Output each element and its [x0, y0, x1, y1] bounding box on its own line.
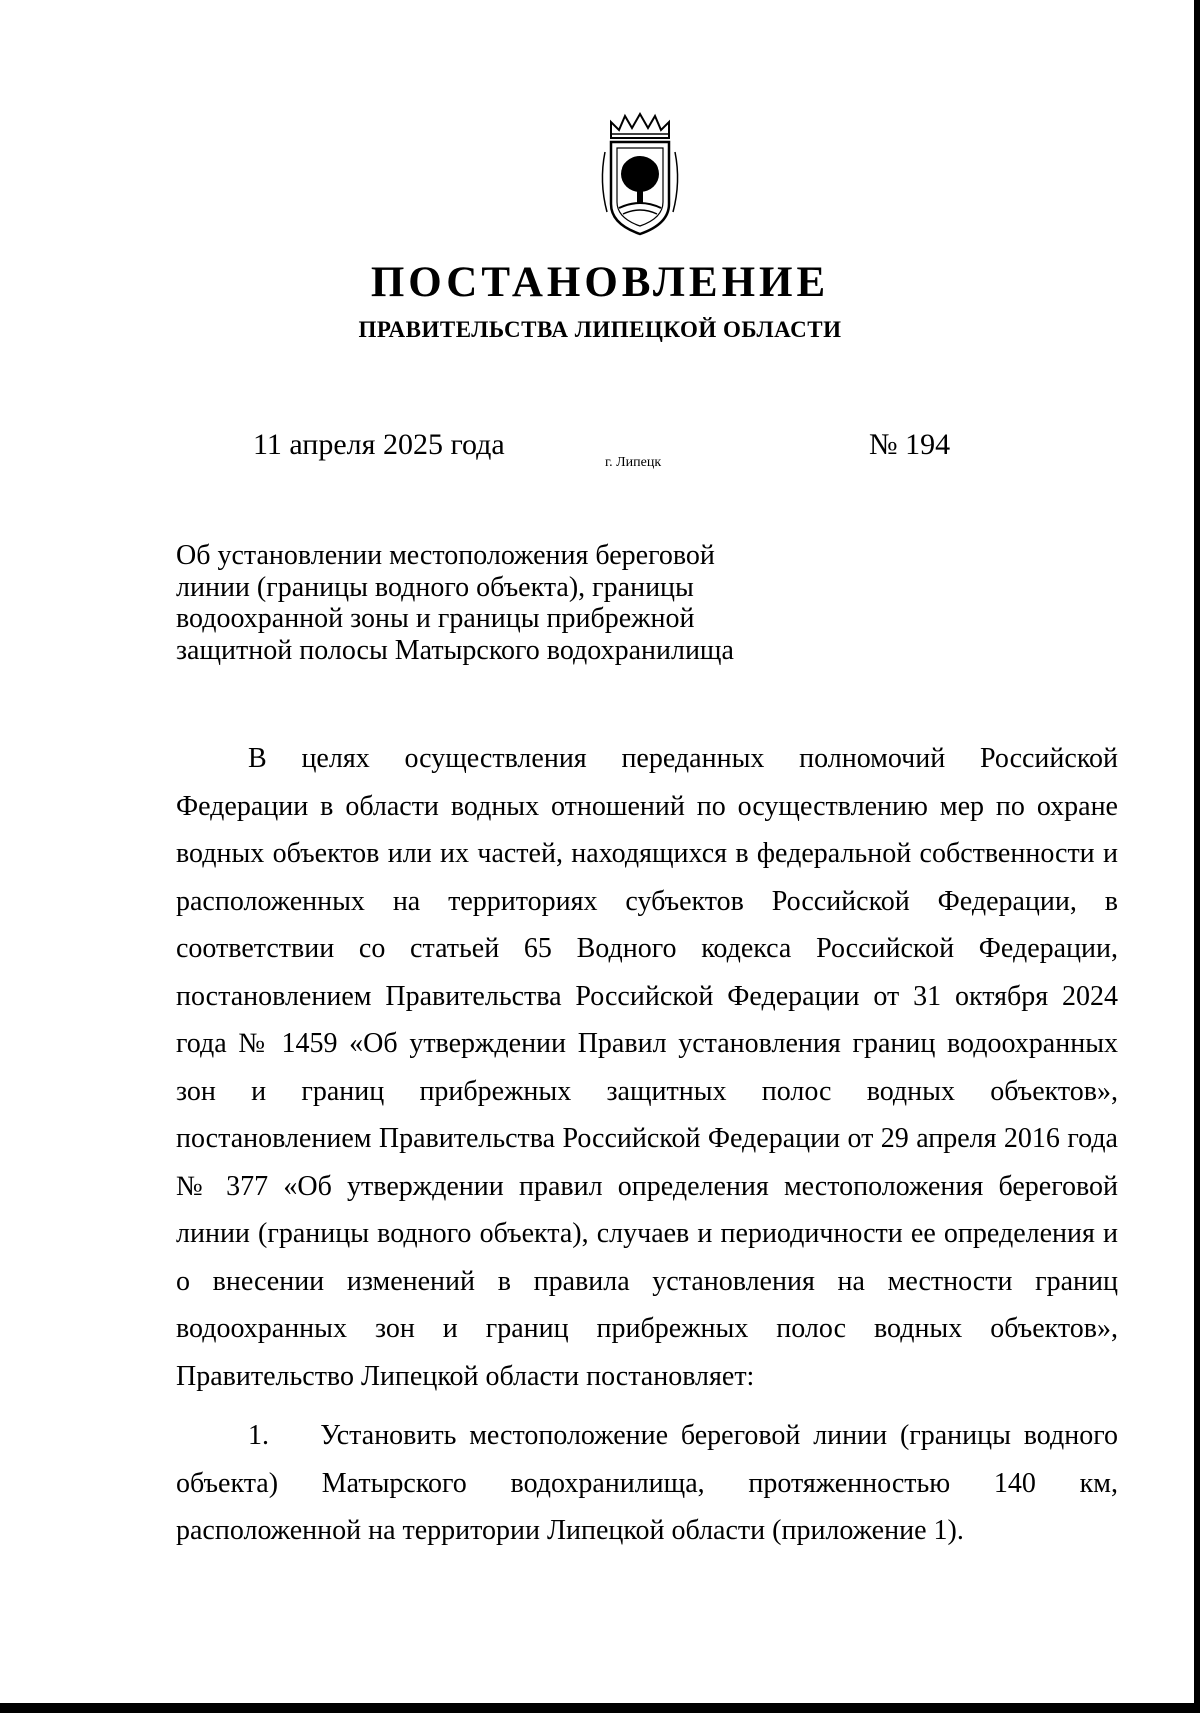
heading-line: линии (границы водного объекта), границы — [176, 571, 694, 603]
document-title: ПОСТАНОВЛЕНИЕ — [370, 259, 830, 306]
document-body — [176, 735, 1118, 1400]
preamble-paragraph: В целях осуществления переданных полномочий Российской Федерации в области водных отношений по осуществлению мер по охране водных объектов или их частей, находящихся в федеральной собственности и расположенных на территориях субъектов Российской Федерации, в соответствии со статьей 65 Водного кодекса Российской Федерации, постановлением Правительства Российской Федерации от 31 октября 2024 года № 1459 «Об утверждении Правил установления границ водоохранных зон и границ прибрежных защитных полос водных объектов», постановлением Правительства Российской Федерации от 29 апреля 2016 года № 377 «Об утверждении правил определения местоположения береговой линии (границы водного объекта), случаев и периодичности ее определения и о внесении изменений в правила установления на местности границ водоохранных зон и границ прибрежных полос водных объектов», Правительство Липецкой области постановляет: — [176, 743, 1118, 1392]
document-heading — [176, 540, 776, 666]
document-number: № 194 — [869, 428, 951, 461]
heading-line: Об установлении местоположения береговой — [176, 540, 715, 571]
document-city: г. Липецк — [605, 455, 662, 470]
scan-border-right — [1194, 0, 1200, 1713]
document-date: 11 апреля 2025 года — [253, 428, 505, 461]
scan-border-bottom — [0, 1703, 1200, 1713]
coat-of-arms-icon — [597, 112, 683, 238]
item-number: 1. — [248, 1420, 269, 1451]
numbered-item — [176, 1412, 1118, 1555]
document-subtitle: ПРАВИТЕЛЬСТВА ЛИПЕЦКОЙ ОБЛАСТИ — [358, 317, 842, 342]
item-text: Установить местоположение береговой линии (границы водного объекта) Матырского водохранилища, протяженностью 140 км, расположенной на территории Липецкой области (приложение 1). — [176, 1420, 1119, 1546]
heading-line: защитной полосы Матырского водохранилища — [176, 634, 734, 666]
heading-line: водоохранной зоны и границы прибрежной — [176, 603, 695, 634]
item-paragraph — [176, 1412, 1118, 1555]
